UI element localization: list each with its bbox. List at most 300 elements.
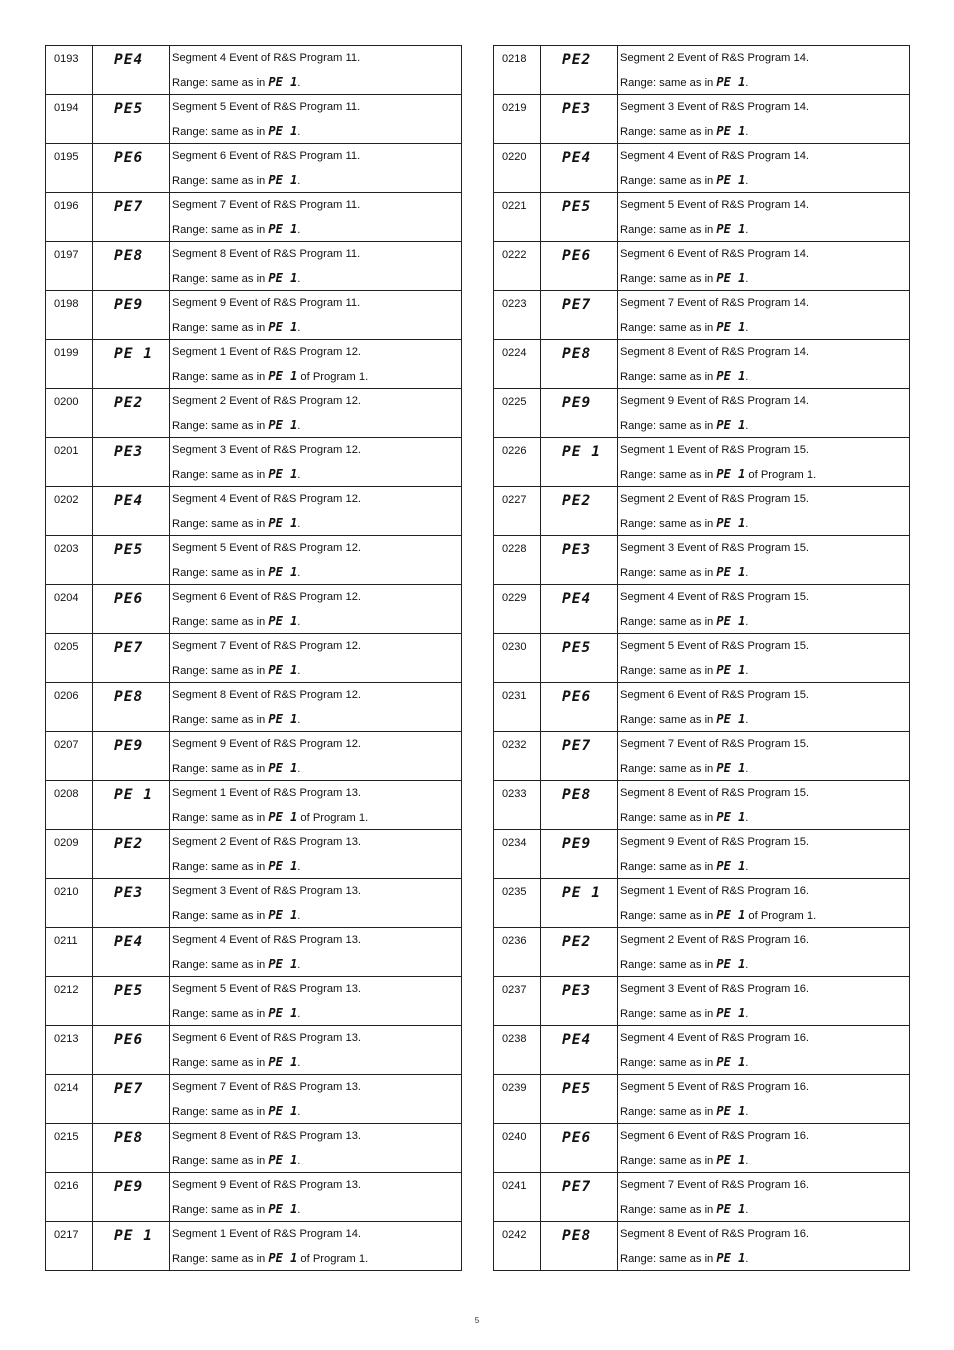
description-cell [618,1173,910,1222]
range-prefix: Range: same as in [172,1204,269,1216]
address-cell: 0232 [494,732,541,781]
code-cell [541,536,618,585]
range-text [620,1148,909,1172]
table-row [46,46,462,95]
table-row [494,340,910,389]
code-cell [541,683,618,732]
address-cell: 0241 [494,1173,541,1222]
address-cell: 0221 [494,193,541,242]
range-text [620,805,909,829]
parameter-code: PE8 [562,346,592,362]
range-text [172,756,461,780]
parameter-code: PE 1 [114,1228,153,1244]
table-row [494,1075,910,1124]
parameter-code: PE4 [562,591,592,607]
description-cell [618,1222,910,1271]
range-text [620,707,909,731]
description-cell [170,732,462,781]
description-text: Segment 1 Event of R&S Program 13. [172,787,362,799]
range-text [172,1099,461,1123]
range-suffix: . [297,1155,301,1167]
description-cell [618,781,910,830]
description-cell [618,389,910,438]
code-cell [93,193,170,242]
range-code: PE 1 [716,75,746,89]
address-cell: 0224 [494,340,541,389]
range-code: PE 1 [716,1104,746,1118]
range-text [172,315,461,339]
code-cell [93,585,170,634]
description-text: Segment 6 Event of R&S Program 16. [620,1130,810,1142]
parameter-code: PE9 [114,297,144,313]
parameter-code: PE 1 [562,885,601,901]
description-cell [170,487,462,536]
range-text [620,315,909,339]
range-suffix: . [297,861,301,873]
range-code: PE 1 [268,908,298,922]
address-cell: 0213 [46,1026,93,1075]
description-cell [170,1124,462,1173]
code-cell [93,781,170,830]
table-row [46,144,462,193]
code-cell [93,634,170,683]
code-cell [93,1173,170,1222]
range-code: PE 1 [716,467,746,481]
page-number: 5 [474,1316,480,1325]
range-prefix: Range: same as in [620,322,717,334]
parameter-code: PE8 [114,248,144,264]
description-cell [618,46,910,95]
code-cell [541,928,618,977]
range-code: PE 1 [268,173,298,187]
table-row [494,487,910,536]
description-text: Segment 6 Event of R&S Program 14. [620,248,810,260]
description-text: Segment 5 Event of R&S Program 11. [172,101,361,113]
parameter-table-right [493,45,910,1271]
description-text: Segment 2 Event of R&S Program 13. [172,836,362,848]
range-prefix: Range: same as in [172,322,269,334]
range-prefix: Range: same as in [620,959,717,971]
range-text [620,462,909,486]
range-suffix: . [745,616,749,628]
description-cell [170,879,462,928]
range-suffix: of Program 1. [745,910,817,922]
address-cell: 0193 [46,46,93,95]
description-text: Segment 8 Event of R&S Program 11. [172,248,361,260]
parameter-code: PE6 [114,591,144,607]
range-text [172,266,461,290]
table-row [46,1026,462,1075]
description-cell [170,830,462,879]
table-row [46,536,462,585]
range-suffix: . [745,861,749,873]
description-text: Segment 6 Event of R&S Program 12. [172,591,362,603]
description-text: Segment 7 Event of R&S Program 16. [620,1179,810,1191]
address-cell: 0233 [494,781,541,830]
description-cell [170,1173,462,1222]
description-cell [618,977,910,1026]
table-row [494,683,910,732]
table-row [46,1075,462,1124]
code-cell [541,879,618,928]
range-prefix: Range: same as in [620,175,717,187]
address-cell: 0214 [46,1075,93,1124]
range-prefix: Range: same as in [620,1106,717,1118]
range-code: PE 1 [268,614,298,628]
description-cell [170,438,462,487]
parameter-code: PE8 [562,1228,592,1244]
range-text [620,1246,909,1270]
parameter-code: PE7 [562,1179,592,1195]
code-cell [93,242,170,291]
range-prefix: Range: same as in [172,77,269,89]
description-cell [170,242,462,291]
parameter-code: PE 1 [114,787,153,803]
range-suffix: . [297,665,301,677]
range-code: PE 1 [268,1006,298,1020]
description-cell [618,830,910,879]
range-suffix: . [297,1106,301,1118]
description-text: Segment 7 Event of R&S Program 15. [620,738,810,750]
range-prefix: Range: same as in [620,469,717,481]
description-text: Segment 9 Event of R&S Program 15. [620,836,810,848]
code-cell [93,46,170,95]
description-cell [170,977,462,1026]
parameter-code: PE8 [114,689,144,705]
range-suffix: . [297,518,301,530]
parameter-code: PE4 [114,52,144,68]
parameter-code: PE7 [114,1081,144,1097]
range-prefix: Range: same as in [172,175,269,187]
description-cell [170,1026,462,1075]
table-row [494,634,910,683]
range-prefix: Range: same as in [620,371,717,383]
address-cell: 0195 [46,144,93,193]
table-row [46,585,462,634]
code-cell [541,977,618,1026]
range-text [172,168,461,192]
range-code: PE 1 [268,1251,298,1265]
range-code: PE 1 [716,908,746,922]
parameter-code: PE5 [562,199,592,215]
table-row [494,291,910,340]
table-row [494,536,910,585]
table-row [46,879,462,928]
range-code: PE 1 [716,369,746,383]
range-code: PE 1 [268,810,298,824]
description-text: Segment 7 Event of R&S Program 13. [172,1081,362,1093]
range-text [620,1001,909,1025]
description-text: Segment 4 Event of R&S Program 13. [172,934,362,946]
range-code: PE 1 [268,859,298,873]
range-suffix: . [297,1008,301,1020]
description-text: Segment 4 Event of R&S Program 16. [620,1032,810,1044]
description-text: Segment 7 Event of R&S Program 11. [172,199,361,211]
parameter-code: PE8 [562,787,592,803]
code-cell [93,928,170,977]
parameter-code: PE8 [114,1130,144,1146]
table-row [46,1173,462,1222]
range-prefix: Range: same as in [172,518,269,530]
code-cell [93,732,170,781]
address-cell: 0240 [494,1124,541,1173]
range-prefix: Range: same as in [620,518,717,530]
range-prefix: Range: same as in [172,273,269,285]
code-cell [93,1124,170,1173]
range-text [172,1050,461,1074]
range-suffix: . [297,322,301,334]
range-code: PE 1 [268,712,298,726]
code-cell [541,1173,618,1222]
range-suffix: . [745,77,749,89]
range-code: PE 1 [716,418,746,432]
range-prefix: Range: same as in [620,1253,717,1265]
description-text: Segment 5 Event of R&S Program 13. [172,983,362,995]
address-cell: 0222 [494,242,541,291]
address-cell: 0231 [494,683,541,732]
parameter-code: PE4 [114,493,144,509]
range-suffix: of Program 1. [745,469,817,481]
range-prefix: Range: same as in [620,616,717,628]
code-cell [93,438,170,487]
table-body-left [46,46,462,1271]
table-row [494,1124,910,1173]
range-prefix: Range: same as in [172,763,269,775]
range-suffix: . [297,1057,301,1069]
range-code: PE 1 [716,712,746,726]
description-text: Segment 4 Event of R&S Program 15. [620,591,810,603]
code-cell [541,1026,618,1075]
description-cell [170,585,462,634]
address-cell: 0204 [46,585,93,634]
range-text [620,364,909,388]
address-cell: 0199 [46,340,93,389]
address-cell: 0212 [46,977,93,1026]
table-row [494,830,910,879]
parameter-code: PE2 [114,395,144,411]
description-text: Segment 9 Event of R&S Program 14. [620,395,810,407]
parameter-table-left [45,45,462,1271]
description-cell [170,683,462,732]
range-prefix: Range: same as in [172,126,269,138]
parameter-code: PE2 [562,52,592,68]
range-prefix: Range: same as in [620,1057,717,1069]
range-text [620,609,909,633]
table-row [46,389,462,438]
range-text [620,413,909,437]
description-cell [618,683,910,732]
parameter-code: PE7 [562,297,592,313]
address-cell: 0205 [46,634,93,683]
range-text [172,364,461,388]
range-prefix: Range: same as in [620,861,717,873]
range-text [620,70,909,94]
range-code: PE 1 [268,1055,298,1069]
description-text: Segment 8 Event of R&S Program 14. [620,346,810,358]
range-text [172,854,461,878]
range-suffix: . [297,420,301,432]
table-row [46,830,462,879]
range-text [172,903,461,927]
address-cell: 0198 [46,291,93,340]
address-cell: 0194 [46,95,93,144]
table-row [494,1222,910,1271]
range-prefix: Range: same as in [620,567,717,579]
range-code: PE 1 [716,516,746,530]
range-suffix: . [297,77,301,89]
range-prefix: Range: same as in [172,224,269,236]
range-text [172,1246,461,1270]
range-text [172,462,461,486]
description-text: Segment 3 Event of R&S Program 15. [620,542,810,554]
description-cell [618,1026,910,1075]
parameter-code: PE6 [114,150,144,166]
range-prefix: Range: same as in [620,1008,717,1020]
parameter-code: PE2 [562,934,592,950]
description-cell [618,487,910,536]
range-code: PE 1 [268,516,298,530]
description-cell [170,95,462,144]
description-cell [170,144,462,193]
range-text [620,1050,909,1074]
range-prefix: Range: same as in [172,1057,269,1069]
description-cell [618,144,910,193]
parameter-code: PE5 [114,101,144,117]
range-text [620,1197,909,1221]
table-row [494,389,910,438]
description-cell [170,291,462,340]
address-cell: 0242 [494,1222,541,1271]
range-text [620,658,909,682]
range-suffix: . [297,959,301,971]
code-cell [541,487,618,536]
address-cell: 0226 [494,438,541,487]
table-row [494,585,910,634]
range-code: PE 1 [716,663,746,677]
range-text [620,952,909,976]
range-suffix: . [297,126,301,138]
address-cell: 0216 [46,1173,93,1222]
range-suffix: . [745,812,749,824]
range-text [172,511,461,535]
range-suffix: . [745,1204,749,1216]
description-text: Segment 4 Event of R&S Program 12. [172,493,362,505]
table-row [46,928,462,977]
range-code: PE 1 [268,271,298,285]
range-prefix: Range: same as in [172,420,269,432]
table-row [46,977,462,1026]
range-text [620,756,909,780]
range-code: PE 1 [716,614,746,628]
range-prefix: Range: same as in [620,273,717,285]
address-cell: 0209 [46,830,93,879]
table-row [494,1026,910,1075]
range-suffix: . [745,763,749,775]
table-row [46,1124,462,1173]
description-cell [618,634,910,683]
range-prefix: Range: same as in [620,224,717,236]
parameter-code: PE4 [562,150,592,166]
range-text [620,266,909,290]
address-cell: 0211 [46,928,93,977]
description-cell [618,340,910,389]
parameter-code: PE6 [562,248,592,264]
range-prefix: Range: same as in [620,420,717,432]
range-text [172,70,461,94]
range-code: PE 1 [268,1202,298,1216]
code-cell [541,830,618,879]
table-row [494,46,910,95]
range-code: PE 1 [268,663,298,677]
address-cell: 0208 [46,781,93,830]
range-code: PE 1 [268,75,298,89]
range-code: PE 1 [268,565,298,579]
range-text [620,854,909,878]
description-cell [618,242,910,291]
table-row [494,95,910,144]
range-prefix: Range: same as in [172,371,269,383]
range-code: PE 1 [716,320,746,334]
range-text [620,217,909,241]
table-row [46,340,462,389]
address-cell: 0223 [494,291,541,340]
code-cell [541,46,618,95]
code-cell [93,1222,170,1271]
range-text [172,658,461,682]
address-cell: 0220 [494,144,541,193]
range-suffix: . [745,1057,749,1069]
parameter-code: PE7 [114,199,144,215]
range-text [620,903,909,927]
range-prefix: Range: same as in [172,616,269,628]
description-text: Segment 6 Event of R&S Program 11. [172,150,361,162]
range-suffix: . [745,1155,749,1167]
range-text [172,1148,461,1172]
description-text: Segment 7 Event of R&S Program 14. [620,297,810,309]
code-cell [541,585,618,634]
parameter-code: PE6 [562,1130,592,1146]
table-row [46,95,462,144]
code-cell [541,634,618,683]
description-cell [170,193,462,242]
range-suffix: . [297,175,301,187]
address-cell: 0207 [46,732,93,781]
address-cell: 0234 [494,830,541,879]
range-code: PE 1 [268,467,298,481]
parameter-code: PE7 [562,738,592,754]
code-cell [541,340,618,389]
code-cell [93,1075,170,1124]
range-code: PE 1 [716,1251,746,1265]
range-suffix: of Program 1. [297,1253,369,1265]
range-text [620,511,909,535]
range-prefix: Range: same as in [620,910,717,922]
parameter-code: PE5 [562,640,592,656]
range-prefix: Range: same as in [620,665,717,677]
range-suffix: . [297,616,301,628]
range-code: PE 1 [716,1006,746,1020]
range-suffix: . [745,322,749,334]
table-row [46,732,462,781]
range-text [620,119,909,143]
description-text: Segment 8 Event of R&S Program 15. [620,787,810,799]
address-cell: 0197 [46,242,93,291]
address-cell: 0230 [494,634,541,683]
code-cell [93,95,170,144]
code-cell [93,389,170,438]
range-suffix: . [745,371,749,383]
address-cell: 0239 [494,1075,541,1124]
